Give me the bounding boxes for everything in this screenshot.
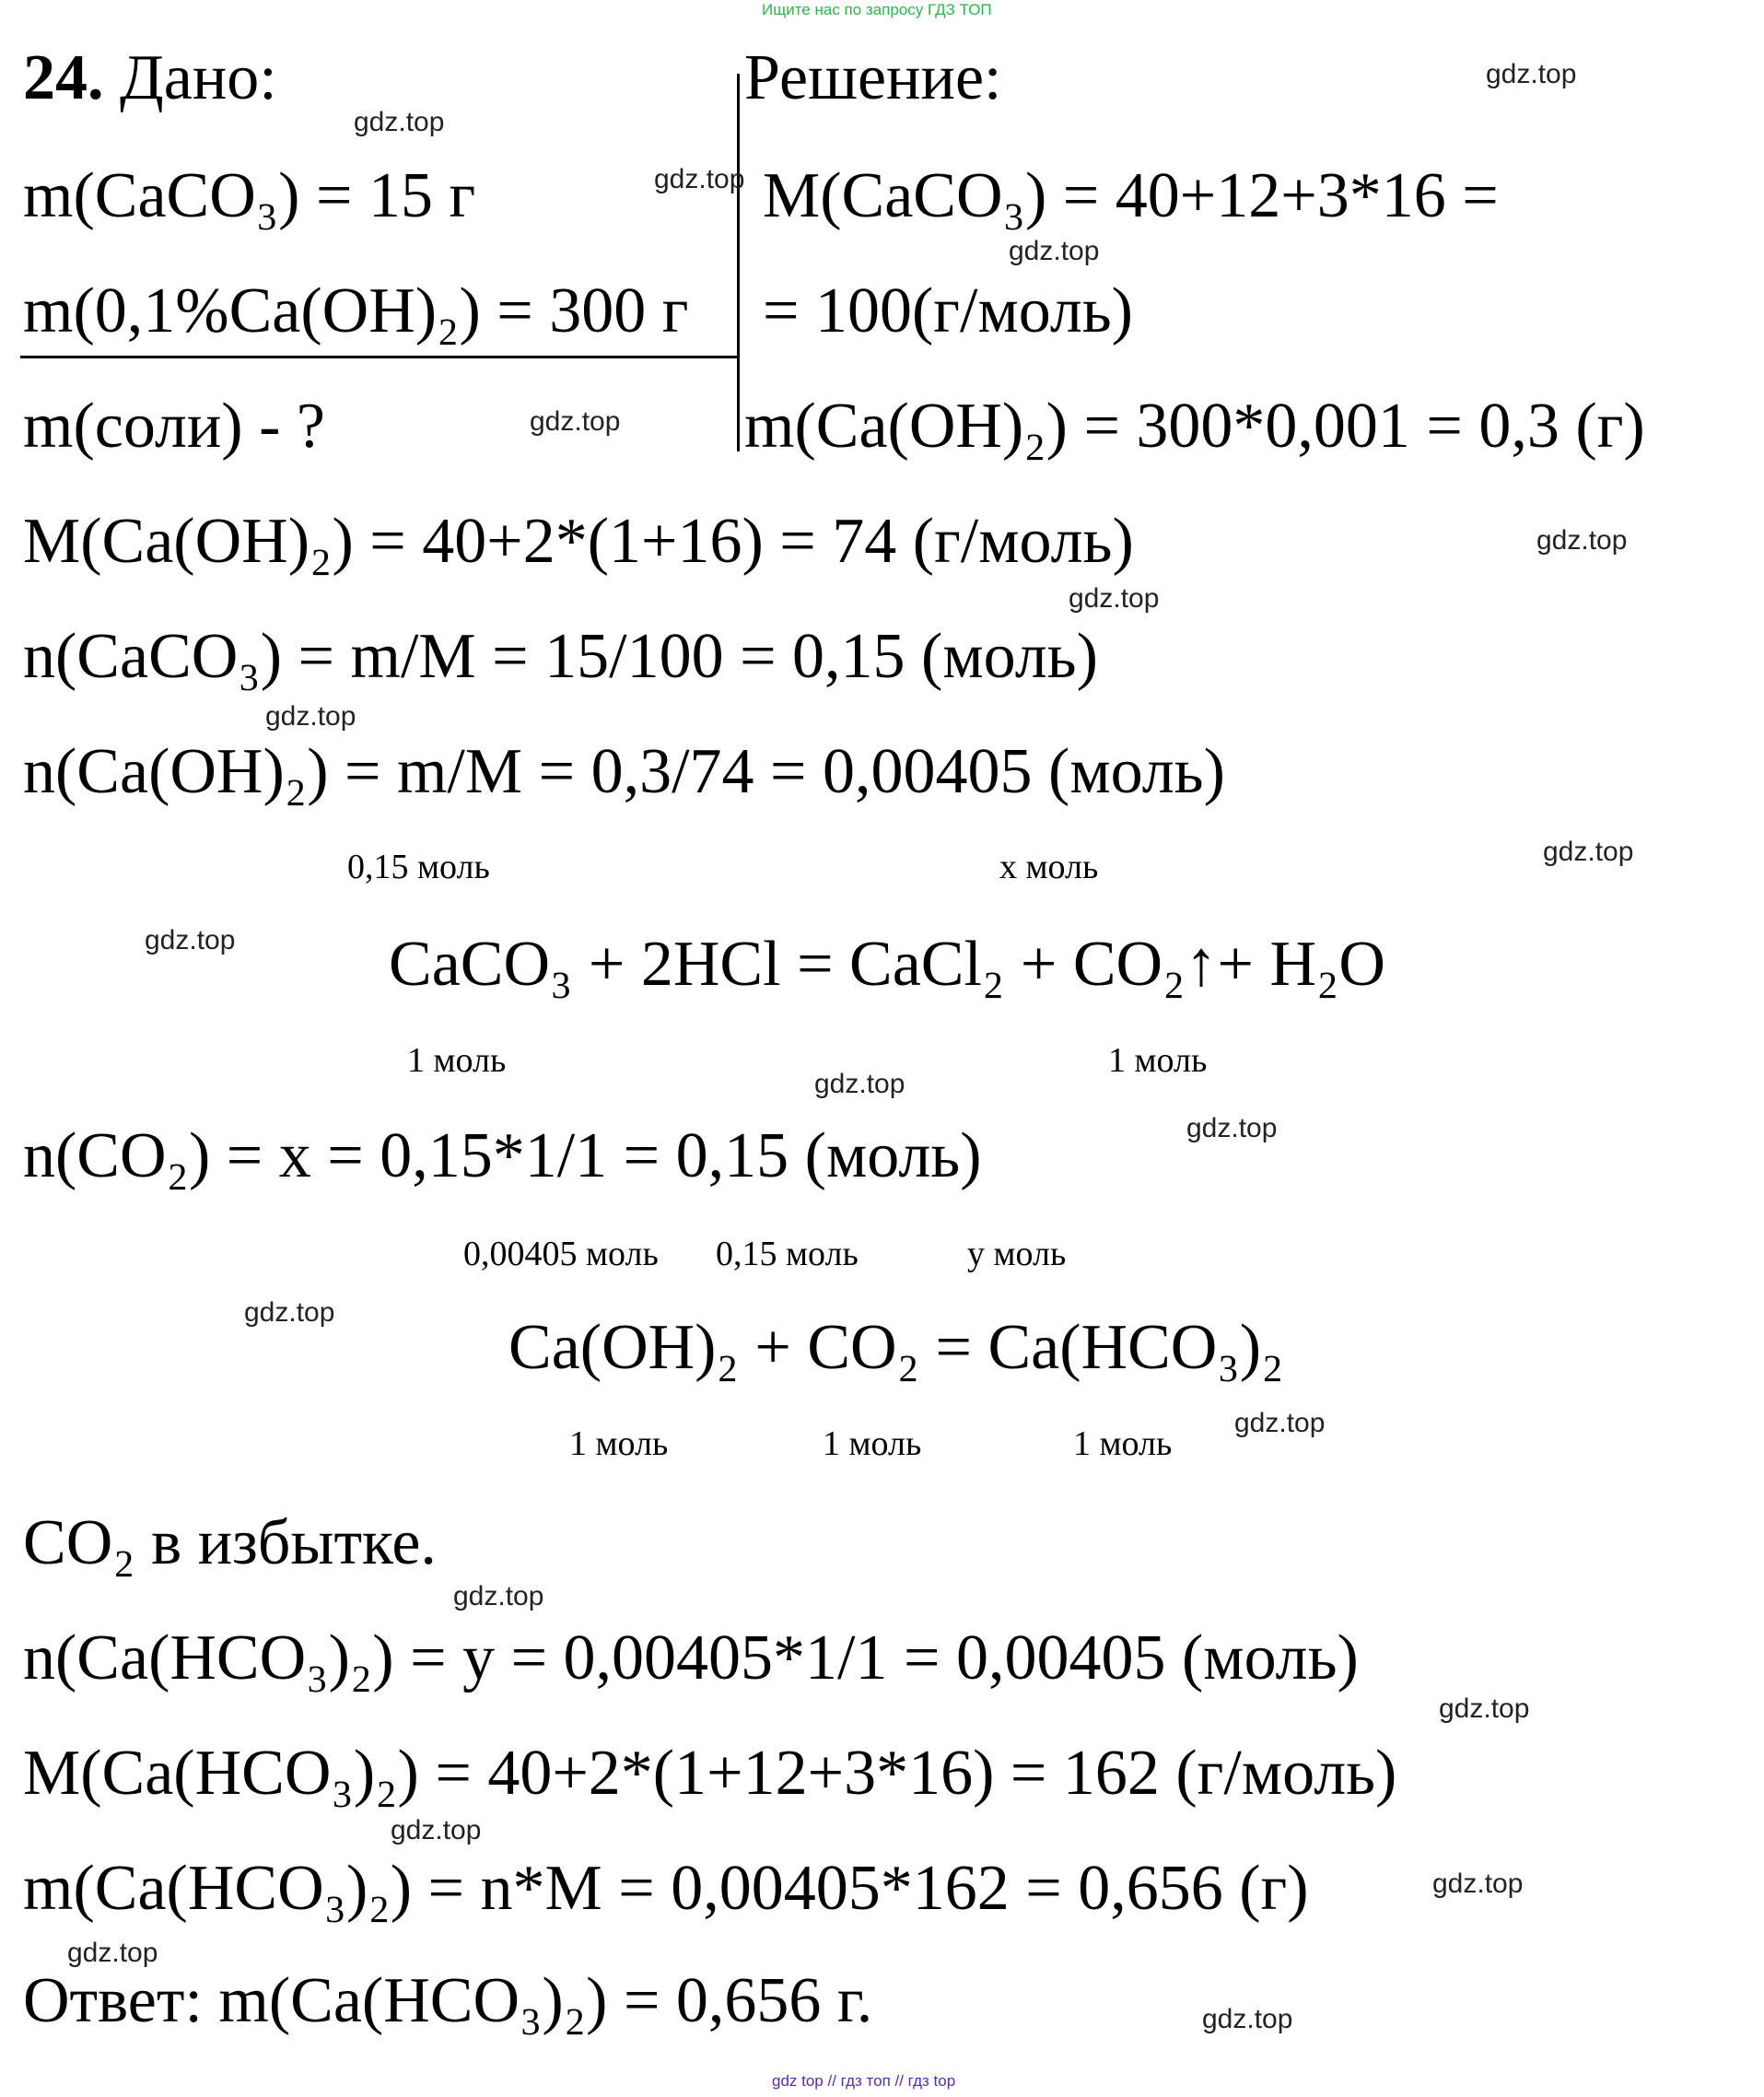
given-line-2: m(0,1%Ca(OH)₂) = 300 г [23,275,689,346]
solution-label: Решение: [744,42,1002,113]
reaction2-below-1: 1 моль [569,1424,669,1463]
reaction1-above-left: 0,15 моль [347,848,490,886]
reaction1-below-left: 1 моль [407,1041,507,1080]
bottom-banner: gdz top // гдз топ // гдз top [772,2072,956,2090]
watermark: gdz.top [1009,236,1100,266]
line-n-caco3: n(CaCO₃) = m/M = 15/100 = 0,15 (моль) [23,621,1098,692]
watermark: gdz.top [1439,1693,1530,1724]
watermark: gdz.top [67,1938,158,1968]
line-molar-caoh2: M(Ca(OH)₂) = 40+2*(1+16) = 74 (г/моль) [23,506,1134,577]
watermark: gdz.top [1069,583,1160,614]
reaction1-below-right: 1 моль [1108,1041,1208,1080]
reaction2-below-3: 1 моль [1073,1424,1173,1463]
line-n-co2: n(CO₂) = x = 0,15*1/1 = 0,15 (моль) [23,1120,982,1191]
watermark: gdz.top [1486,59,1577,89]
reaction2-equation: Ca(OH)₂ + CO₂ = Ca(HCO₃)₂ [508,1312,1284,1383]
watermark: gdz.top [244,1297,335,1328]
watermark: gdz.top [1536,525,1628,556]
given-find: m(соли) - ? [23,391,325,462]
answer-line: Ответ: m(Ca(HCO₃)₂) = 0,656 г. [23,1965,873,2036]
reaction1-equation: CaCO₃ + 2HCl = CaCl₂ + CO₂↑+ H₂O [389,929,1385,1000]
reaction1-above-right: x моль [999,848,1099,886]
given-label: Дано: [120,42,277,113]
watermark: gdz.top [354,107,445,137]
watermark: gdz.top [654,164,745,194]
watermark: gdz.top [814,1069,905,1099]
given-line-1: m(CaCO₃) = 15 г [23,160,476,231]
line-n-caoh2: n(Ca(OH)₂) = m/M = 0,3/74 = 0,00405 (моль) [23,736,1225,807]
watermark: gdz.top [453,1581,544,1611]
solution-molar-caco3-b: = 100(г/моль) [763,275,1133,346]
watermark: gdz.top [1202,2004,1293,2034]
watermark: gdz.top [1432,1869,1524,1899]
watermark: gdz.top [1186,1113,1278,1143]
line-mass-cahco3: m(Ca(HCO₃)₂) = n*M = 0,00405*162 = 0,656 (г) [23,1853,1309,1924]
line-molar-cahco3: M(Ca(HCO₃)₂) = 40+2*(1+12+3*16) = 162 (г/моль) [23,1738,1397,1809]
watermark: gdz.top [1234,1408,1326,1438]
watermark: gdz.top [391,1815,482,1845]
reaction2-below-2: 1 моль [823,1424,922,1463]
reaction2-above-2: 0,15 моль [716,1235,859,1273]
reaction2-above-1: 0,00405 моль [463,1235,659,1273]
top-banner: Ищите нас по запросу ГДЗ ТОП [762,1,992,18]
watermark: gdz.top [1543,837,1634,867]
solution-molar-caco3-a: M(CaCO₃) = 40+12+3*16 = [763,160,1499,231]
problem-header [23,42,277,113]
given-underline [20,356,739,358]
solution-mass-caoh2: m(Ca(OH)₂) = 300*0,001 = 0,3 (г) [744,391,1645,462]
line-excess: CO₂ в избытке. [23,1507,437,1578]
vertical-divider [737,74,740,451]
watermark: gdz.top [145,925,236,955]
line-n-cahco3: n(Ca(HCO₃)₂) = y = 0,00405*1/1 = 0,00405 (моль) [23,1623,1359,1693]
problem-number: 24. [23,42,104,113]
watermark: gdz.top [530,406,621,437]
watermark: gdz.top [265,701,356,732]
reaction2-above-3: у моль [967,1235,1067,1273]
